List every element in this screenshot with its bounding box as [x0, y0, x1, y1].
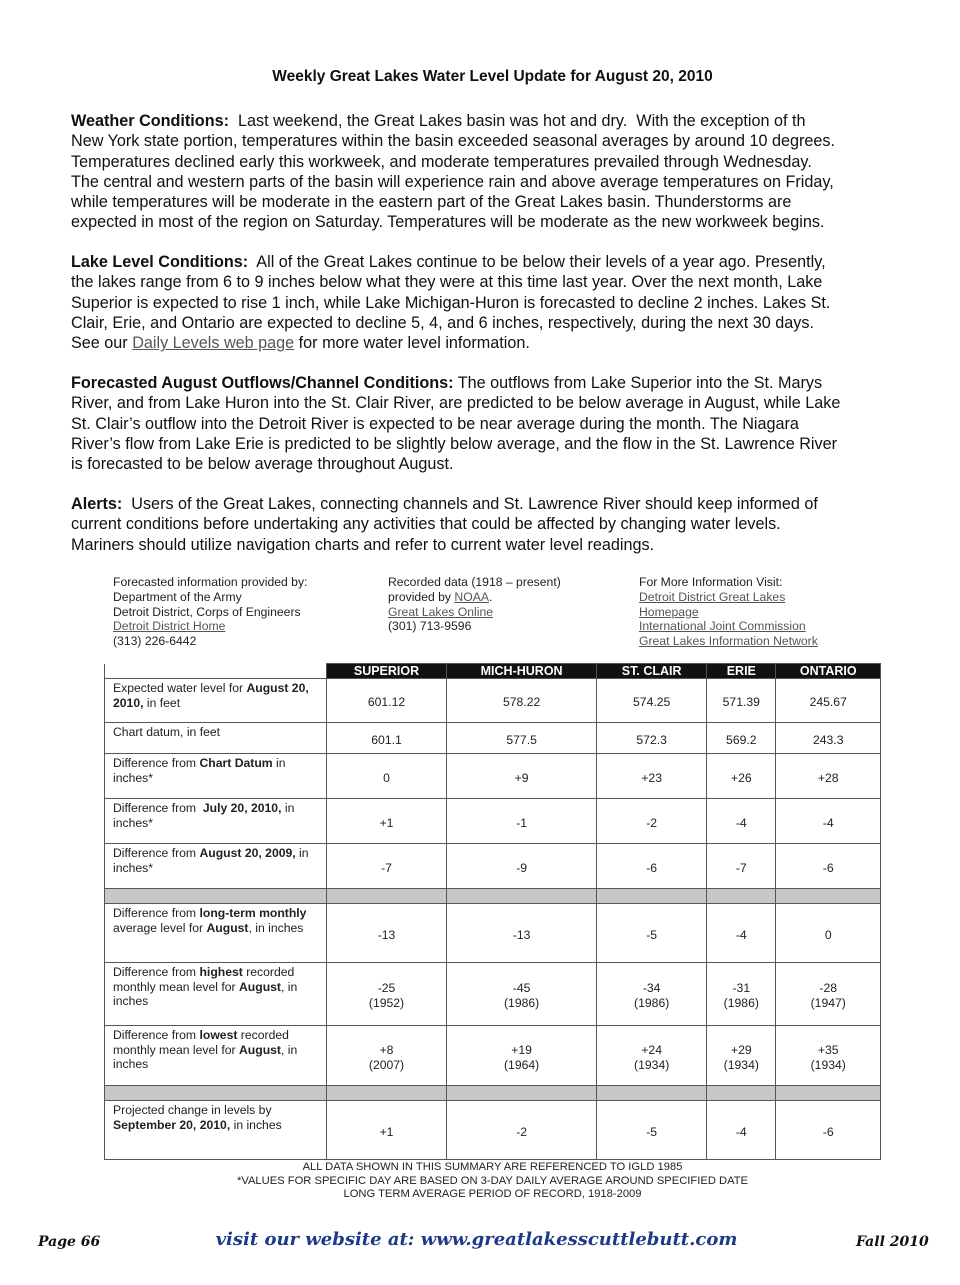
- weather-line: Temperatures declined early this workweek, and moderate temperatures prevailed through Wednesday.: [71, 152, 812, 171]
- cell-ontario: -28 (1947): [776, 963, 881, 1026]
- great-lakes-online-link[interactable]: Great Lakes Online: [388, 604, 494, 619]
- cell-ontario: -6: [776, 1101, 881, 1160]
- cell-superior: -7: [327, 844, 447, 889]
- table-row: [105, 799, 881, 844]
- source-line: Detroit District, Corps of Engineers: [113, 604, 301, 619]
- alerts-line: Mariners should utilize navigation charts and refer to current water level readings.: [71, 535, 655, 554]
- cell-mich-huron: +19 (1964): [447, 1026, 597, 1086]
- cell-st-clair: +23: [597, 754, 707, 799]
- website-banner[interactable]: visit our website at: www.greatlakesscuttlebutt.com: [215, 1229, 738, 1250]
- cell-mich-huron: -1: [447, 799, 597, 844]
- cell-ontario: 245.67: [776, 679, 881, 723]
- header-erie: ERIE: [707, 664, 776, 679]
- source-line: For More Information Visit:: [639, 575, 783, 589]
- glin-link[interactable]: Great Lakes Information Network: [639, 634, 818, 649]
- detroit-district-home-link[interactable]: Detroit District Home: [113, 619, 226, 634]
- row-label: Difference from highest recorded monthly mean level for August, in inches: [105, 963, 327, 1026]
- header-ontario: ONTARIO: [776, 664, 881, 679]
- table-row: [105, 723, 881, 754]
- weather-line: New York state portion, temperatures within the basin exceeded seasonal averages by around 10 degrees.: [71, 132, 835, 151]
- table-row: [105, 844, 881, 889]
- cell-st-clair: -2: [597, 799, 707, 844]
- lake-level-paragraph: [71, 252, 903, 353]
- table-row: [105, 754, 881, 799]
- weather-line: expected in most of the region on Saturday. Temperatures will be moderate as the new workweek begins.: [71, 213, 825, 232]
- record-year: (2007): [368, 1057, 405, 1072]
- row-label: Projected change in levels by September 20, 2010, in inches: [105, 1101, 327, 1160]
- ijc-link[interactable]: International Joint Commission: [639, 619, 806, 634]
- table-separator: [105, 1086, 881, 1101]
- alerts-line: current conditions before undertaking any activities that could be affected by changing water levels.: [71, 515, 781, 534]
- lake-line: Superior is expected to rise 1 inch, while Lake Michigan-Huron is forecasted to decline 2 inches. Lakes St.: [71, 293, 831, 312]
- header-mich-huron: MICH-HURON: [447, 664, 597, 679]
- cell-superior: 601.1: [327, 723, 447, 754]
- page-number: Page 66: [38, 1234, 101, 1250]
- table-row: [105, 904, 881, 963]
- outflows-line: is forecasted to be below average throughout August.: [71, 455, 454, 474]
- outflows-paragraph: [71, 373, 903, 474]
- lake-line: See our: [71, 334, 133, 353]
- source-line: provided by: [388, 589, 455, 604]
- daily-levels-link[interactable]: Daily Levels web page: [132, 334, 295, 353]
- source-line: Forecasted information provided by:: [113, 575, 308, 589]
- cell-ontario: -4: [776, 799, 881, 844]
- cell-ontario: -6: [776, 844, 881, 889]
- cell-erie: 569.2: [707, 723, 776, 754]
- outflows-line: River’s flow from Lake Erie is predicted to be slightly below average, and the flow in the St. Lawrence River: [71, 434, 837, 453]
- cell-erie: 571.39: [707, 679, 776, 723]
- cell-mich-huron: -2: [447, 1101, 597, 1160]
- homepage-link[interactable]: Homepage: [639, 604, 699, 619]
- cell-erie: +29 (1934): [707, 1026, 776, 1086]
- cell-mich-huron: 577.5: [447, 723, 597, 754]
- outflows-line: The outflows from Lake Superior into the St. Marys: [453, 374, 823, 392]
- table-separator: [105, 889, 881, 904]
- table-row: [105, 679, 881, 723]
- cell-erie: -7: [707, 844, 776, 889]
- cell-ontario: +28: [776, 754, 881, 799]
- row-label: Difference from lowest recorded monthly mean level for August, in inches: [105, 1026, 327, 1086]
- outflows-line: River, and from Lake Huron into the St. Clair River, are predicted to be below average in August, while Lake: [71, 394, 841, 413]
- cell-mich-huron: -9: [447, 844, 597, 889]
- water-level-table: [104, 663, 881, 1160]
- cell-superior: 601.12: [327, 679, 447, 723]
- row-label: Expected water level for August 20, 2010, in feet: [105, 679, 327, 723]
- cell-mich-huron: -13: [447, 904, 597, 963]
- cell-erie: -31 (1986): [707, 963, 776, 1026]
- cell-superior: +8 (2007): [327, 1026, 447, 1086]
- source-more-info: [639, 575, 818, 649]
- table-header-row: [105, 664, 881, 679]
- row-label: Difference from July 20, 2010, in inches*: [105, 799, 327, 844]
- cell-st-clair: 572.3: [597, 723, 707, 754]
- row-label: Difference from long-term monthly average level for August, in inches: [105, 904, 327, 963]
- cell-erie: -4: [707, 904, 776, 963]
- cell-superior: +1: [327, 1101, 447, 1160]
- record-year: (1986): [723, 996, 759, 1010]
- header-blank: [105, 664, 327, 679]
- cell-st-clair: +24 (1934): [597, 1026, 707, 1086]
- weather-heading: Weather Conditions:: [71, 112, 229, 130]
- alerts-heading: Alerts:: [71, 495, 123, 513]
- weather-line: Last weekend, the Great Lakes basin was hot and dry. With the exception of th: [228, 112, 806, 130]
- table-row: [105, 963, 881, 1026]
- weather-paragraph: [71, 111, 903, 233]
- table-row: [105, 1026, 881, 1086]
- noaa-link[interactable]: NOAA: [454, 589, 489, 604]
- lake-line: All of the Great Lakes continue to be below their levels of a year ago. Presently,: [248, 253, 826, 271]
- issue-label: Fall 2010: [856, 1234, 929, 1250]
- lake-line: the lakes range from 6 to 9 inches below what they were at this time last year. Over the next month, Lake: [71, 273, 823, 292]
- alerts-paragraph: [71, 494, 903, 555]
- source-line: Recorded data (1918 – present): [388, 575, 561, 589]
- cell-ontario: +35 (1934): [776, 1026, 881, 1086]
- source-phone: (301) 713-9596: [388, 619, 472, 634]
- row-label: Chart datum, in feet: [105, 723, 327, 754]
- cell-st-clair: -6: [597, 844, 707, 889]
- cell-st-clair: -5: [597, 904, 707, 963]
- cell-superior: 0: [327, 754, 447, 799]
- record-year: (1986): [634, 996, 670, 1010]
- lake-line: Clair, Erie, and Ontario are expected to decline 5, 4, and 6 inches, respectively, during the next 30 days.: [71, 313, 814, 332]
- cell-ontario: 243.3: [776, 723, 881, 754]
- table-row: [105, 1101, 881, 1160]
- record-year: (1947): [810, 996, 846, 1010]
- source-phone: (313) 226-6442: [113, 634, 197, 649]
- row-label: Difference from August 20, 2009, in inches*: [105, 844, 327, 889]
- lake-line: for more water level information.: [294, 334, 530, 353]
- row-label: Difference from Chart Datum in inches*: [105, 754, 327, 799]
- header-superior: SUPERIOR: [327, 664, 447, 679]
- cell-st-clair: -34 (1986): [597, 963, 707, 1026]
- source-line: .: [488, 589, 493, 604]
- source-army: [113, 575, 307, 649]
- weather-line: while temperatures will be moderate in the eastern part of the Great Lakes basin. Thunderstorms are: [71, 193, 792, 212]
- cell-mich-huron: +9: [447, 754, 597, 799]
- cell-superior: -13: [327, 904, 447, 963]
- cell-erie: -4: [707, 799, 776, 844]
- header-st-clair: ST. CLAIR: [597, 664, 707, 679]
- outflows-heading: Forecasted August Outflows/Channel Conditions:: [71, 374, 454, 392]
- record-year: (1934): [810, 1057, 846, 1072]
- cell-mich-huron: 578.22: [447, 679, 597, 723]
- cell-erie: +26: [707, 754, 776, 799]
- cell-superior: -25 (1952): [327, 963, 447, 1026]
- source-noaa: [388, 575, 561, 634]
- lake-level-heading: Lake Level Conditions:: [71, 253, 249, 271]
- record-year: (1964): [503, 1057, 540, 1072]
- record-year: (1952): [368, 996, 405, 1010]
- note-line: LONG TERM AVERAGE PERIOD OF RECORD, 1918-2009: [343, 1188, 642, 1201]
- detroit-district-great-lakes-link[interactable]: Detroit District Great Lakes: [639, 589, 786, 604]
- outflows-line: St. Clair’s outflow into the Detroit River is expected to be near average during the month. The Niagara: [71, 414, 799, 433]
- source-line: Department of the Army: [113, 589, 242, 604]
- page-title: Weekly Great Lakes Water Level Update for August 20, 2010: [272, 68, 713, 85]
- cell-superior: +1: [327, 799, 447, 844]
- record-year: (1934): [723, 1057, 759, 1072]
- cell-ontario: 0: [776, 904, 881, 963]
- note-line: *VALUES FOR SPECIFIC DAY ARE BASED ON 3-DAY DAILY AVERAGE AROUND SPECIFIED DATE: [236, 1174, 749, 1187]
- alerts-line: Users of the Great Lakes, connecting channels and St. Lawrence River should keep informed of: [122, 495, 818, 513]
- note-line: ALL DATA SHOWN IN THIS SUMMARY ARE REFERENCED TO IGLD 1985: [302, 1161, 683, 1173]
- record-year: (1934): [634, 1057, 670, 1072]
- weather-line: The central and western parts of the basin will experience rain and above average temperatures on Friday,: [71, 172, 834, 191]
- cell-mich-huron: -45 (1986): [447, 963, 597, 1026]
- record-year: (1986): [503, 996, 540, 1010]
- cell-erie: -4: [707, 1101, 776, 1160]
- table-notes: [0, 1161, 960, 1202]
- cell-st-clair: 574.25: [597, 679, 707, 723]
- cell-st-clair: -5: [597, 1101, 707, 1160]
